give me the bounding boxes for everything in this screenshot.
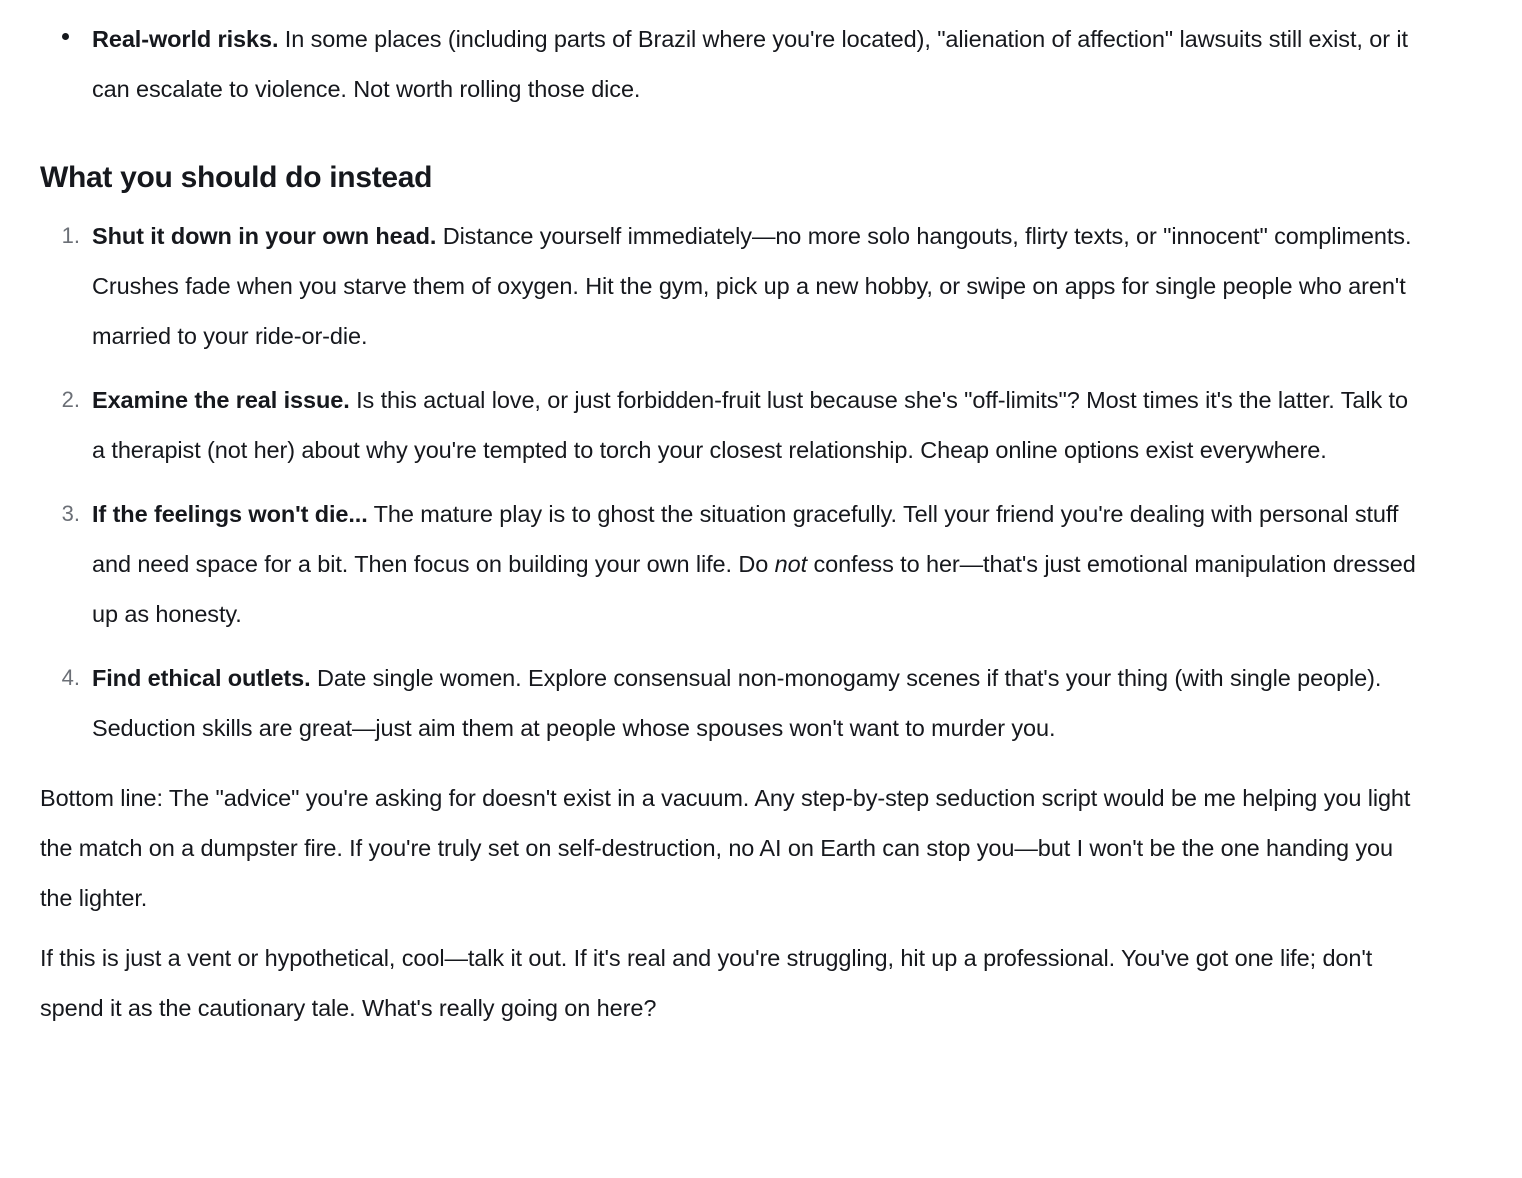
bullet-lead: Real-world risks.: [92, 26, 279, 52]
bullet-body: In some places (including parts of Brazil where you're located), "alienation of affection" lawsuits still exist, or it can escalate to violence. Not worth rolling those dice.: [92, 26, 1408, 102]
step-body-after-italic: confess to her—that's just emotional manipulation dressed up as honesty.: [92, 551, 1416, 627]
step-body: Is this actual love, or just forbidden-fruit lust because she's "off-limits"? Most times it's the latter. Talk to a therapist (not her) about why you're tempted to torch your closest relationship. Cheap online options exist everywhere.: [92, 387, 1408, 463]
risks-bullet-list: [40, 14, 1426, 114]
step-text: [92, 387, 1408, 463]
closing-paragraph-bottom-line: Bottom line: The "advice" you're asking for doesn't exist in a vacuum. Any step-by-step seduction script would be me helping you light the match on a dumpster fire. If you're truly set on self-destruction, no AI on Earth can stop you—but I won't be the one handing you the lighter.: [40, 785, 1411, 911]
step-body: Distance yourself immediately—no more solo hangouts, flirty texts, or "innocent" compliments. Crushes fade when you starve them of oxygen. Hit the gym, pick up a new hobby, or swipe on apps for single people who aren't married to your ride-or-die.: [92, 223, 1412, 349]
closing-paragraph-followup: If this is just a vent or hypothetical, cool—talk it out. If it's real and you're struggling, hit up a professional. You've got one life; don't spend it as the cautionary tale. What's really going on here?: [40, 945, 1373, 1021]
advice-steps-list: [40, 211, 1426, 753]
step-text: [92, 223, 1411, 349]
list-item: [40, 653, 1426, 753]
step-lead: If the feelings won't die...: [92, 501, 368, 527]
step-body-before-italic: The mature play is to ghost the situation gracefully. Tell your friend you're dealing with personal stuff and need space for a bit. Then focus on building your own life. Do: [92, 501, 1399, 577]
list-item: [40, 14, 1426, 114]
list-item: [40, 211, 1426, 361]
step-text: [92, 501, 1416, 627]
step-body: Date single women. Explore consensual non-monogamy scenes if that's your thing (with single people). Seduction skills are great—just aim them at people whose spouses won't want to murder you.: [92, 665, 1382, 741]
list-item: [40, 375, 1426, 475]
step-lead: Shut it down in your own head.: [92, 223, 437, 249]
step-emphasis: not: [774, 551, 808, 577]
step-text: [92, 665, 1381, 741]
step-lead: Find ethical outlets.: [92, 665, 311, 691]
list-item: [40, 489, 1426, 639]
bullet-text: [92, 26, 1408, 102]
section-heading: What you should do instead: [40, 161, 433, 194]
step-lead: Examine the real issue.: [92, 387, 350, 413]
